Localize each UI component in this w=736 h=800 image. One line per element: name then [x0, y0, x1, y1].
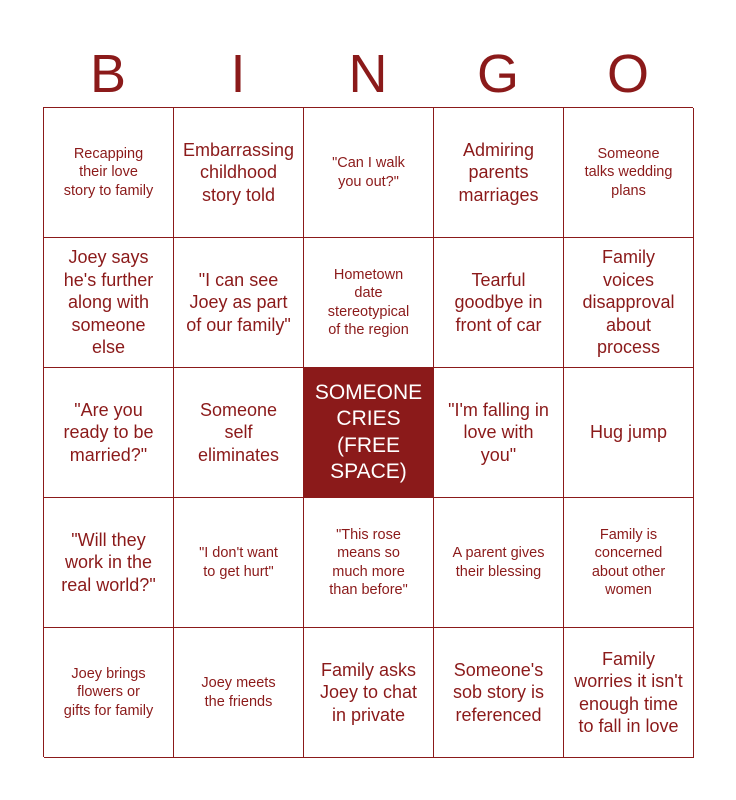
bingo-cell[interactable] [564, 368, 694, 498]
bingo-cell-text: Family worries it isn't enough time to fall in love [574, 648, 683, 736]
bingo-cell[interactable] [44, 238, 174, 368]
bingo-cell-text: Hometown date stereotypical of the region [327, 266, 410, 338]
bingo-cell[interactable] [44, 628, 174, 758]
bingo-cell[interactable] [564, 238, 694, 368]
bingo-cell[interactable] [434, 498, 564, 628]
bingo-cell[interactable] [564, 108, 694, 238]
bingo-cell-text: Family asks Joey to chat in private [319, 659, 418, 725]
bingo-cell-text: Tearful goodbye in front of car [454, 269, 543, 335]
bingo-header [43, 40, 693, 108]
bingo-cell[interactable] [564, 498, 694, 628]
bingo-cell-text: Embarrassing childhood story told [182, 139, 295, 205]
header-letter-b: B [89, 44, 127, 104]
bingo-cell-free-space[interactable] [304, 368, 434, 498]
bingo-cell-text: Joey says he's further along with someone else [63, 247, 154, 358]
bingo-cell[interactable] [174, 368, 304, 498]
bingo-cell-text: "I don't want to get hurt" [199, 545, 278, 580]
bingo-cell-text: "Will they work in the real world?" [61, 529, 156, 595]
bingo-cell[interactable] [44, 498, 174, 628]
bingo-cell-text: Someone self eliminates [197, 399, 280, 465]
bingo-cell[interactable] [304, 628, 434, 758]
bingo-cell[interactable] [44, 368, 174, 498]
bingo-cell[interactable] [304, 498, 434, 628]
bingo-cell-text: Joey meets the friends [201, 675, 276, 710]
bingo-cell[interactable] [174, 628, 304, 758]
bingo-cell[interactable] [304, 108, 434, 238]
bingo-cell-text: "Are you ready to be married?" [63, 399, 154, 465]
bingo-cell[interactable] [304, 238, 434, 368]
bingo-cell-text: "This rose means so much more than before" [329, 526, 408, 598]
bingo-cell[interactable] [434, 368, 564, 498]
bingo-cell-text: Someone's sob story is referenced [452, 659, 545, 725]
header-letter-i: I [230, 44, 246, 104]
bingo-cell-text: Family voices disapproval about process [582, 247, 675, 358]
bingo-cell[interactable] [44, 108, 174, 238]
bingo-cell-text: Recapping their love story to family [63, 145, 154, 199]
bingo-cell-text: Hug jump [589, 422, 668, 443]
bingo-cell[interactable] [174, 498, 304, 628]
bingo-cell-text: Joey brings flowers or gifts for family [63, 665, 154, 719]
header-letter-o: O [606, 44, 649, 104]
bingo-cell-text: "Can I walk you out?" [332, 155, 405, 190]
bingo-cell[interactable] [434, 108, 564, 238]
header-letter-g: G [476, 44, 519, 104]
bingo-cell-text: Admiring parents marriages [458, 139, 539, 205]
bingo-cell[interactable] [174, 108, 304, 238]
header-letter-n: N [348, 44, 388, 104]
bingo-cell-text: Family is concerned about other women [591, 526, 666, 598]
bingo-cell[interactable] [434, 238, 564, 368]
bingo-cell-text: A parent gives their blessing [452, 545, 545, 580]
bingo-cell[interactable] [434, 628, 564, 758]
bingo-cell-text: "I'm falling in love with you" [448, 399, 549, 465]
bingo-cell-text: SOMEONE CRIES (FREE SPACE) [314, 380, 423, 483]
bingo-cell-text: Someone talks wedding plans [584, 145, 673, 199]
bingo-cell[interactable] [174, 238, 304, 368]
bingo-cell-text: "I can see Joey as part of our family" [186, 269, 291, 335]
bingo-card-grid [43, 107, 693, 757]
bingo-cell[interactable] [564, 628, 694, 758]
